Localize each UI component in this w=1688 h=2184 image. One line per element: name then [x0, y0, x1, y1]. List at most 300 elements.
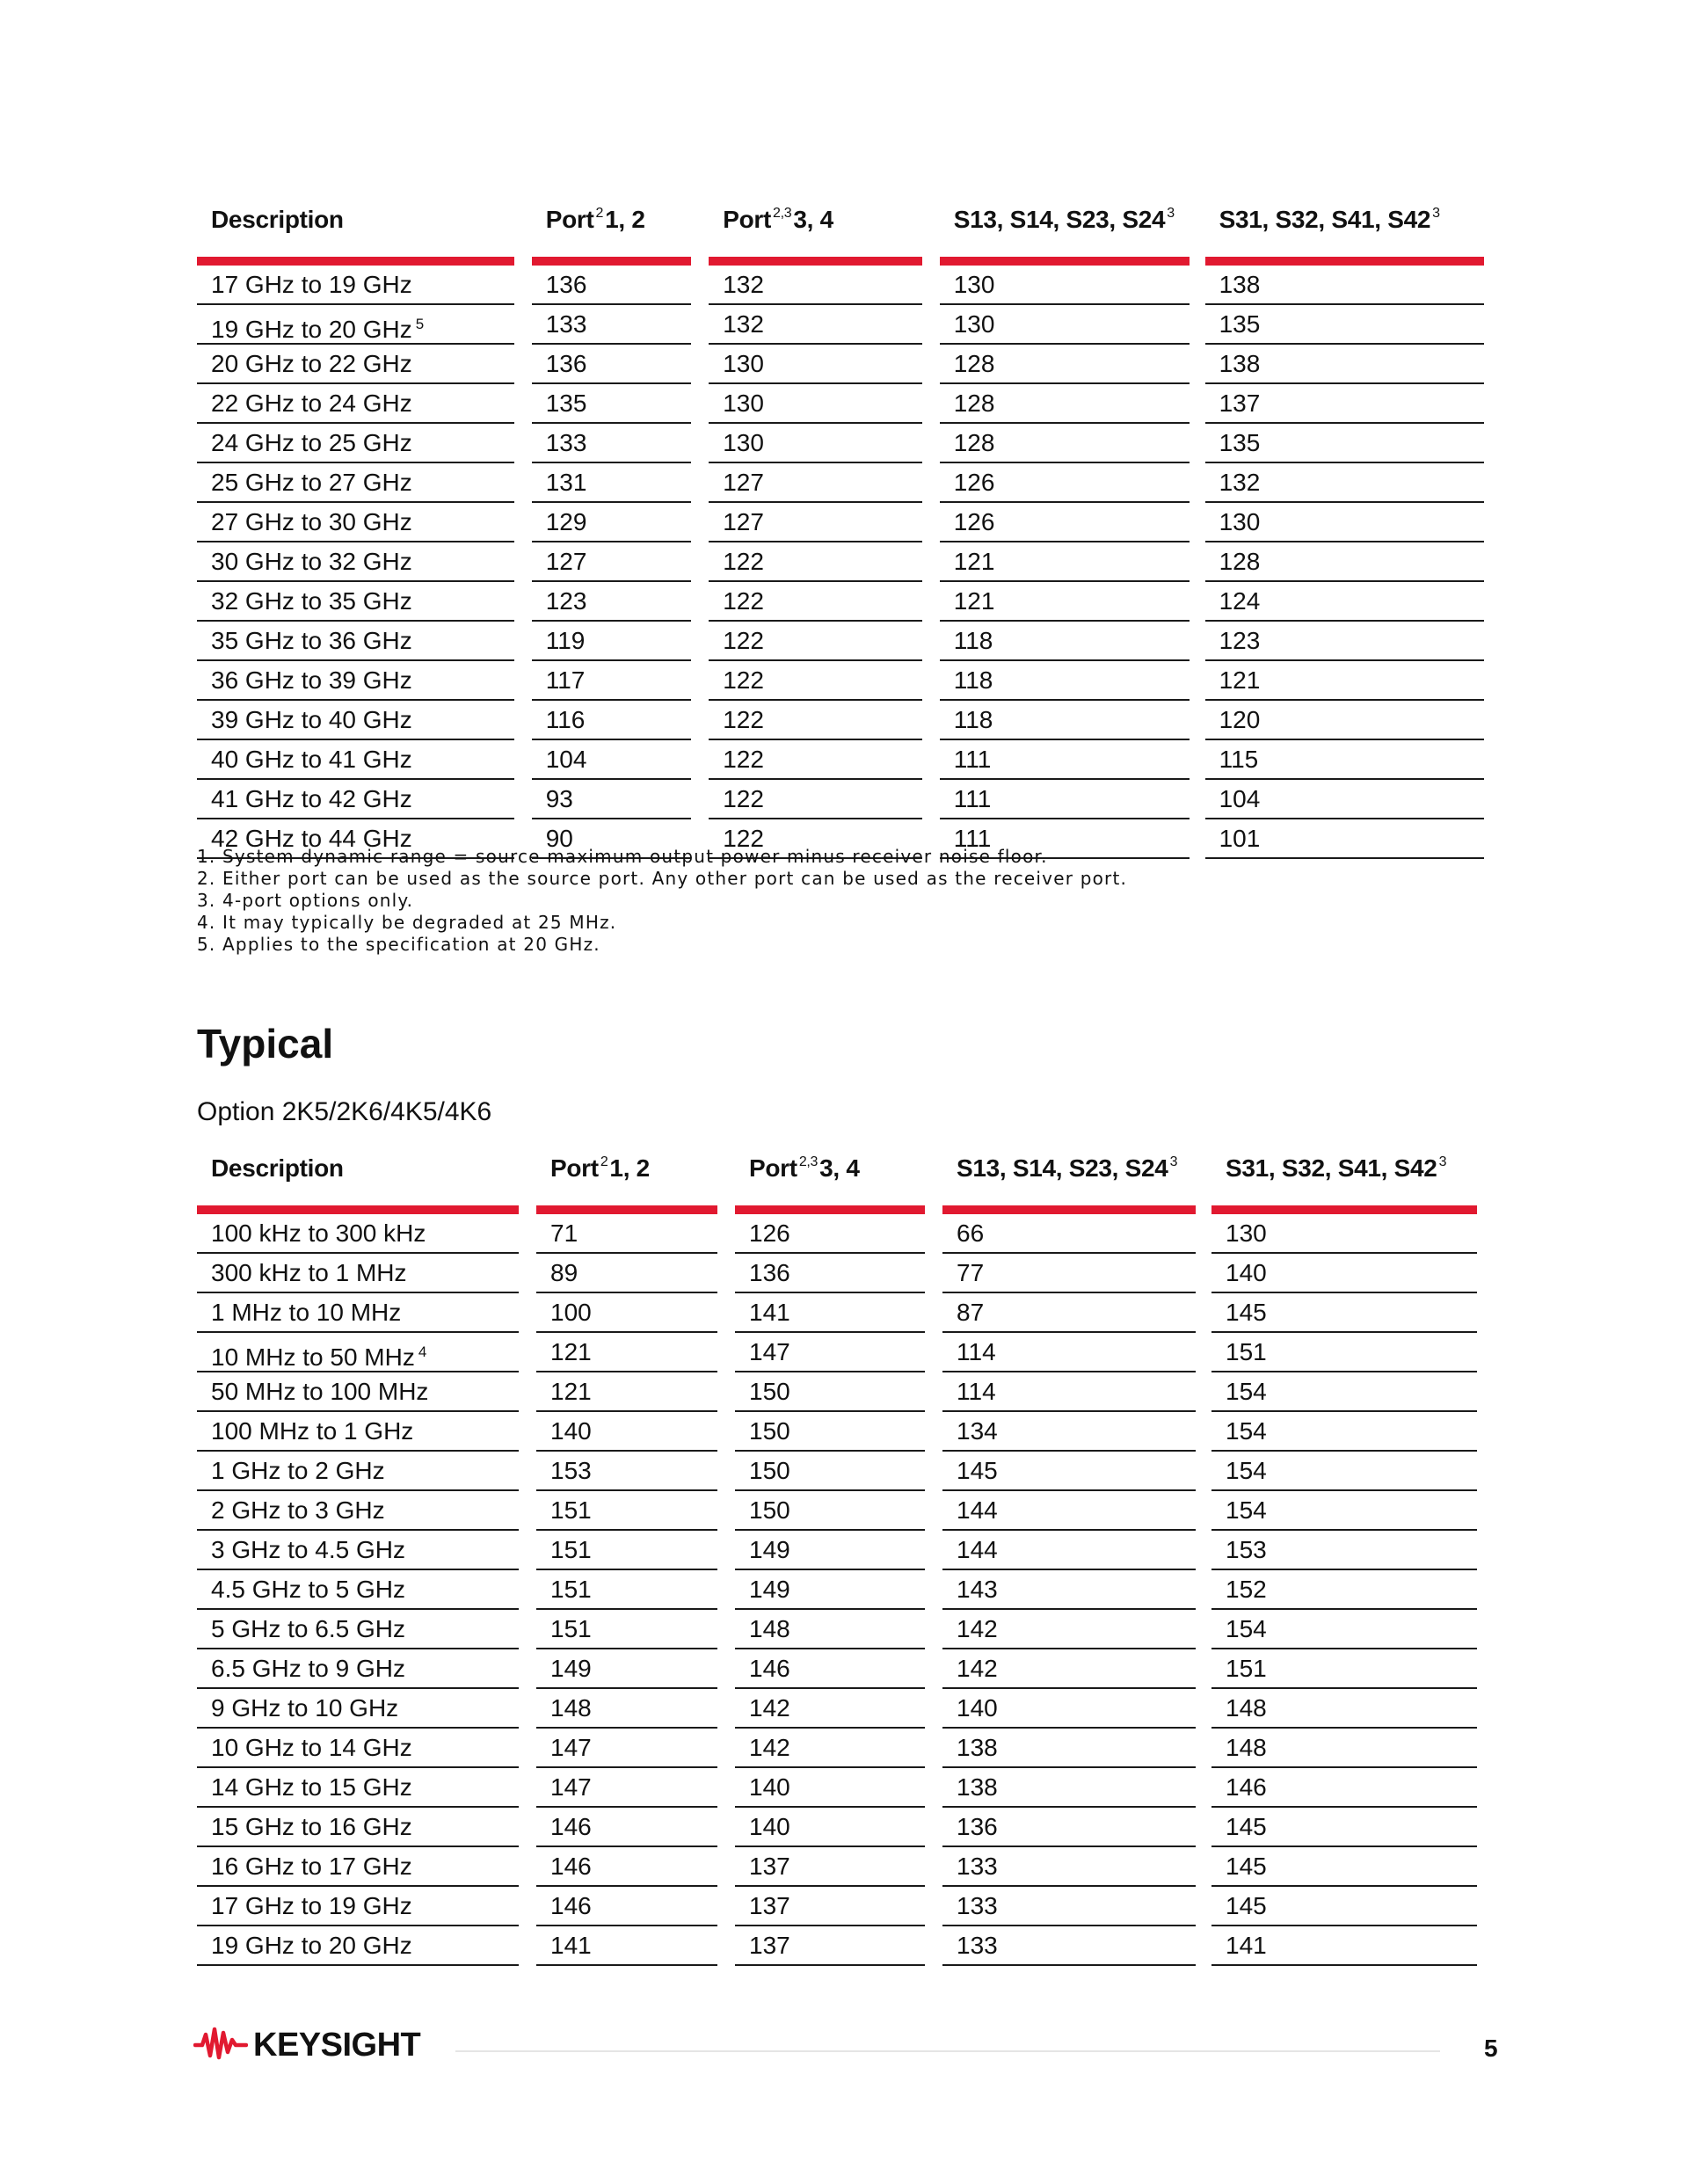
cell-port-1-2 — [532, 622, 691, 661]
cell-value: 2 GHz to 3 GHz — [211, 1496, 385, 1524]
cell-value: 121 — [1219, 666, 1261, 694]
cell-value: 100 MHz to 1 GHz — [211, 1417, 414, 1445]
cell-value: 104 — [1219, 785, 1261, 812]
cell-value: 3 GHz to 4.5 GHz — [211, 1536, 405, 1563]
cell-value: 148 — [550, 1694, 592, 1722]
cell-description — [197, 1531, 519, 1570]
cell-s31-s32-s41-s42 — [1211, 1649, 1477, 1689]
cell-value: 123 — [1219, 627, 1261, 654]
spec-table-1 — [197, 206, 1484, 859]
cell-description — [197, 305, 514, 345]
cell-s13-s14-s23-s24 — [942, 1768, 1196, 1808]
cell-value: 136 — [749, 1259, 790, 1286]
table-row — [197, 1333, 1484, 1372]
cell-value: 118 — [953, 706, 993, 733]
cell-port-1-2 — [532, 345, 691, 384]
cell-value: 300 kHz to 1 MHz — [211, 1259, 407, 1286]
footnote-5: 5. Applies to the specification at 20 GHz. — [197, 934, 600, 955]
cell-description — [197, 1372, 519, 1412]
table-row — [197, 1808, 1484, 1847]
header-label-suffix: 1, 2 — [605, 206, 645, 233]
cell-value: 141 — [749, 1299, 790, 1326]
column-header-s13-s14-s23-s24 — [940, 206, 1190, 234]
red-rule-segment — [532, 257, 691, 266]
cell-s13-s14-s23-s24 — [940, 661, 1190, 701]
cell-port-3-4 — [709, 740, 922, 780]
cell-value: 147 — [550, 1773, 592, 1801]
cell-description — [197, 1412, 519, 1452]
cell-s13-s14-s23-s24 — [942, 1412, 1196, 1452]
cell-port-1-2 — [536, 1610, 717, 1649]
page-number: 5 — [1484, 2035, 1498, 2062]
table-row — [197, 1254, 1484, 1293]
table-row — [197, 542, 1484, 582]
cell-value: 150 — [749, 1378, 790, 1405]
cell-value: 133 — [957, 1892, 998, 1919]
cell-port-1-2 — [536, 1333, 717, 1372]
column-header-port-3-4 — [709, 206, 922, 234]
cell-value: 148 — [1226, 1734, 1267, 1761]
cell-value: 16 GHz to 17 GHz — [211, 1853, 412, 1880]
table-row — [197, 463, 1484, 503]
cell-value: 150 — [749, 1496, 790, 1524]
cell-port-3-4 — [735, 1293, 925, 1333]
cell-value: 126 — [953, 508, 995, 535]
red-rule-segment — [197, 257, 514, 266]
cell-port-1-2 — [536, 1649, 717, 1689]
cell-value: 146 — [1226, 1773, 1267, 1801]
cell-value: 5 GHz to 6.5 GHz — [211, 1615, 405, 1642]
cell-port-1-2 — [532, 463, 691, 503]
cell-port-3-4 — [709, 780, 922, 819]
cell-value: 145 — [1226, 1813, 1267, 1840]
cell-s31-s32-s41-s42 — [1211, 1887, 1477, 1926]
cell-value: 130 — [723, 389, 764, 417]
cell-value: 138 — [957, 1734, 998, 1761]
cell-value: 126 — [749, 1219, 790, 1247]
cell-value: 130 — [723, 350, 764, 377]
cell-s13-s14-s23-s24 — [942, 1531, 1196, 1570]
cell-value: 122 — [723, 666, 764, 694]
cell-value: 146 — [550, 1892, 592, 1919]
cell-value: 133 — [957, 1853, 998, 1880]
cell-value: 90 — [545, 825, 573, 852]
cell-value: 140 — [1226, 1259, 1267, 1286]
cell-value: 137 — [749, 1853, 790, 1880]
cell-description — [197, 740, 514, 780]
cell-s13-s14-s23-s24 — [940, 542, 1190, 582]
cell-description — [197, 503, 514, 542]
cell-value: 130 — [953, 310, 995, 338]
cell-value: 143 — [957, 1576, 998, 1603]
cell-value: 131 — [545, 469, 587, 496]
cell-value: 15 GHz to 16 GHz — [211, 1813, 412, 1840]
cell-port-1-2 — [536, 1452, 717, 1491]
cell-value: 10 GHz to 14 GHz — [211, 1734, 412, 1761]
cell-s31-s32-s41-s42 — [1211, 1689, 1477, 1729]
cell-value: 141 — [550, 1932, 592, 1959]
table-row — [197, 622, 1484, 661]
cell-value: 32 GHz to 35 GHz — [211, 587, 412, 615]
cell-description — [197, 1926, 519, 1966]
cell-port-3-4 — [709, 661, 922, 701]
cell-port-1-2 — [536, 1293, 717, 1333]
column-header-s31-s32-s41-s42 — [1205, 206, 1484, 234]
cell-value: 152 — [1226, 1576, 1267, 1603]
footnote-4: 4. It may typically be degraded at 25 MHz. — [197, 912, 617, 933]
cell-value: 153 — [550, 1457, 592, 1484]
cell-value: 148 — [1226, 1694, 1267, 1722]
cell-s31-s32-s41-s42 — [1205, 701, 1484, 740]
cell-description — [197, 1214, 519, 1254]
table-body — [197, 1214, 1484, 1966]
cell-value: 119 — [545, 627, 586, 654]
cell-s13-s14-s23-s24 — [940, 384, 1190, 424]
header-label: S31, S32, S41, S42 — [1226, 1154, 1437, 1182]
cell-value: 145 — [957, 1457, 998, 1484]
cell-s31-s32-s41-s42 — [1211, 1293, 1477, 1333]
table-row — [197, 1847, 1484, 1887]
table-row — [197, 1214, 1484, 1254]
cell-description — [197, 1570, 519, 1610]
cell-value: 1 MHz to 10 MHz — [211, 1299, 402, 1326]
cell-value: 154 — [1226, 1496, 1267, 1524]
cell-port-1-2 — [536, 1531, 717, 1570]
cell-description — [197, 622, 514, 661]
table-row — [197, 305, 1484, 345]
cell-s31-s32-s41-s42 — [1211, 1768, 1477, 1808]
table-row — [197, 1491, 1484, 1531]
cell-s13-s14-s23-s24 — [942, 1570, 1196, 1610]
header-label-suffix: 3, 4 — [819, 1154, 860, 1182]
cell-value: 132 — [1219, 469, 1261, 496]
cell-value: 154 — [1226, 1615, 1267, 1642]
header-red-rule — [197, 257, 1484, 266]
cell-value: 130 — [953, 271, 995, 298]
cell-description — [197, 384, 514, 424]
table-row — [197, 1926, 1484, 1966]
cell-description — [197, 1768, 519, 1808]
cell-port-3-4 — [735, 1372, 925, 1412]
cell-port-1-2 — [536, 1887, 717, 1926]
cell-value: 151 — [550, 1576, 592, 1603]
cell-value: 111 — [953, 746, 992, 773]
cell-s31-s32-s41-s42 — [1211, 1452, 1477, 1491]
cell-value: 154 — [1226, 1417, 1267, 1445]
cell-s13-s14-s23-s24 — [942, 1452, 1196, 1491]
table-row — [197, 1293, 1484, 1333]
column-header-port-3-4 — [735, 1154, 925, 1183]
cell-value: 150 — [749, 1457, 790, 1484]
cell-value: 133 — [545, 429, 587, 456]
red-rule-segment — [735, 1205, 925, 1214]
cell-port-3-4 — [709, 542, 922, 582]
cell-port-3-4 — [709, 701, 922, 740]
cell-value: 115 — [1219, 746, 1259, 773]
cell-s13-s14-s23-s24 — [942, 1214, 1196, 1254]
cell-value: 122 — [723, 627, 764, 654]
cell-port-3-4 — [735, 1531, 925, 1570]
cell-value: 123 — [545, 587, 587, 615]
header-label: Description — [211, 1154, 344, 1182]
cell-port-1-2 — [532, 503, 691, 542]
cell-s31-s32-s41-s42 — [1205, 424, 1484, 463]
table-row — [197, 266, 1484, 305]
cell-value: 118 — [953, 666, 993, 694]
cell-value: 130 — [1226, 1219, 1267, 1247]
cell-value: 129 — [545, 508, 587, 535]
cell-port-3-4 — [735, 1570, 925, 1610]
cell-port-3-4 — [735, 1214, 925, 1254]
cell-port-3-4 — [735, 1412, 925, 1452]
cell-value: 127 — [723, 508, 764, 535]
cell-description — [197, 701, 514, 740]
cell-s31-s32-s41-s42 — [1205, 305, 1484, 345]
cell-s31-s32-s41-s42 — [1205, 582, 1484, 622]
cell-s13-s14-s23-s24 — [940, 582, 1190, 622]
red-rule-segment — [940, 257, 1190, 266]
table-row — [197, 1729, 1484, 1768]
footnote-1: 1. System dynamic range = source maximum output power minus receiver noise floor. — [197, 846, 1048, 867]
cell-description — [197, 345, 514, 384]
cell-value: 135 — [1219, 310, 1261, 338]
cell-description — [197, 1452, 519, 1491]
cell-s31-s32-s41-s42 — [1211, 1531, 1477, 1570]
cell-value: 138 — [1219, 271, 1261, 298]
cell-port-1-2 — [532, 740, 691, 780]
cell-description — [197, 1333, 519, 1372]
cell-description — [197, 661, 514, 701]
table-row — [197, 740, 1484, 780]
cell-value: 10 MHz to 50 MHz — [211, 1343, 415, 1371]
cell-description — [197, 780, 514, 819]
cell-value: 114 — [957, 1338, 996, 1365]
cell-value: 4.5 GHz to 5 GHz — [211, 1576, 405, 1603]
table-header-row — [197, 1154, 1484, 1205]
cell-value: 136 — [545, 350, 587, 377]
cell-s13-s14-s23-s24 — [942, 1649, 1196, 1689]
cell-value: 101 — [1219, 825, 1261, 852]
column-header-port-1-2 — [532, 206, 691, 234]
cell-s13-s14-s23-s24 — [940, 424, 1190, 463]
table-row — [197, 1610, 1484, 1649]
cell-s31-s32-s41-s42 — [1205, 503, 1484, 542]
cell-value: 149 — [749, 1536, 790, 1563]
cell-s31-s32-s41-s42 — [1211, 1412, 1477, 1452]
cell-value: 77 — [957, 1259, 985, 1286]
cell-s13-s14-s23-s24 — [940, 780, 1190, 819]
cell-s31-s32-s41-s42 — [1205, 661, 1484, 701]
red-rule-segment — [536, 1205, 717, 1214]
cell-port-3-4 — [735, 1887, 925, 1926]
table-row — [197, 1531, 1484, 1570]
cell-value: 149 — [749, 1576, 790, 1603]
section-title: Typical — [197, 1021, 334, 1067]
cell-value: 24 GHz to 25 GHz — [211, 429, 412, 456]
cell-value: 122 — [723, 706, 764, 733]
cell-value: 66 — [957, 1219, 985, 1247]
cell-s31-s32-s41-s42 — [1211, 1372, 1477, 1412]
cell-value: 1 GHz to 2 GHz — [211, 1457, 385, 1484]
cell-port-1-2 — [532, 780, 691, 819]
cell-value: 132 — [723, 271, 764, 298]
cell-s13-s14-s23-s24 — [942, 1887, 1196, 1926]
cell-value: 147 — [550, 1734, 592, 1761]
cell-s31-s32-s41-s42 — [1211, 1729, 1477, 1768]
cell-value: 17 GHz to 19 GHz — [211, 1892, 412, 1919]
cell-value: 122 — [723, 746, 764, 773]
cell-description — [197, 1729, 519, 1768]
column-header-description — [197, 1154, 519, 1183]
cell-description — [197, 542, 514, 582]
cell-s31-s32-s41-s42 — [1205, 740, 1484, 780]
table-row — [197, 661, 1484, 701]
cell-value: 142 — [749, 1694, 790, 1722]
header-footnote-ref: 3 — [1438, 1154, 1447, 1169]
cell-value: 122 — [723, 785, 764, 812]
cell-value: 149 — [550, 1655, 592, 1682]
cell-value: 122 — [723, 825, 764, 852]
footnotes — [197, 846, 1127, 956]
cell-value: 135 — [545, 389, 587, 417]
cell-value: 36 GHz to 39 GHz — [211, 666, 412, 694]
cell-port-3-4 — [735, 1333, 925, 1372]
cell-value: 120 — [1219, 706, 1261, 733]
cell-value: 19 GHz to 20 GHz — [211, 1932, 412, 1959]
cell-description — [197, 1293, 519, 1333]
cell-value: 130 — [1219, 508, 1261, 535]
header-footnote-ref: 3 — [1432, 206, 1440, 221]
cell-s31-s32-s41-s42 — [1211, 1610, 1477, 1649]
cell-value: 20 GHz to 22 GHz — [211, 350, 412, 377]
cell-value: 22 GHz to 24 GHz — [211, 389, 412, 417]
cell-s31-s32-s41-s42 — [1205, 384, 1484, 424]
cell-port-1-2 — [532, 305, 691, 345]
cell-value: 148 — [749, 1615, 790, 1642]
cell-value: 118 — [953, 627, 993, 654]
cell-s31-s32-s41-s42 — [1211, 1926, 1477, 1966]
cell-port-1-2 — [536, 1768, 717, 1808]
brand-wordmark: KEYSIGHT — [253, 2027, 421, 2064]
cell-s13-s14-s23-s24 — [942, 1689, 1196, 1729]
cell-description — [197, 424, 514, 463]
cell-port-3-4 — [735, 1610, 925, 1649]
cell-port-3-4 — [709, 266, 922, 305]
cell-value: 121 — [550, 1338, 592, 1365]
cell-value: 154 — [1226, 1457, 1267, 1484]
table-row — [197, 503, 1484, 542]
cell-value: 122 — [723, 587, 764, 615]
cell-value: 151 — [1226, 1655, 1267, 1682]
table-row — [197, 345, 1484, 384]
cell-value: 146 — [550, 1813, 592, 1840]
column-header-s13-s14-s23-s24 — [942, 1154, 1196, 1183]
cell-s13-s14-s23-s24 — [942, 1808, 1196, 1847]
cell-s31-s32-s41-s42 — [1205, 266, 1484, 305]
cell-value: 89 — [550, 1259, 578, 1286]
cell-value: 134 — [957, 1417, 998, 1445]
red-rule-segment — [197, 1205, 519, 1214]
cell-port-3-4 — [735, 1689, 925, 1729]
cell-value: 144 — [957, 1496, 998, 1524]
cell-value: 150 — [749, 1417, 790, 1445]
cell-value: 145 — [1226, 1853, 1267, 1880]
cell-value: 17 GHz to 19 GHz — [211, 271, 412, 298]
cell-port-1-2 — [536, 1372, 717, 1412]
table-row — [197, 780, 1484, 819]
cell-value: 132 — [723, 310, 764, 338]
table-header-row — [197, 206, 1484, 257]
header-label: Port — [749, 1154, 797, 1182]
cell-value: 50 MHz to 100 MHz — [211, 1378, 429, 1405]
cell-s13-s14-s23-s24 — [942, 1926, 1196, 1966]
cell-description — [197, 266, 514, 305]
cell-value: 71 — [550, 1219, 578, 1247]
cell-value: 111 — [953, 825, 992, 852]
header-footnote-ref: 2,3 — [798, 1154, 819, 1169]
cell-s31-s32-s41-s42 — [1205, 622, 1484, 661]
cell-s31-s32-s41-s42 — [1211, 1333, 1477, 1372]
cell-value: 100 kHz to 300 kHz — [211, 1219, 426, 1247]
cell-description — [197, 1649, 519, 1689]
cell-port-3-4 — [709, 503, 922, 542]
header-label: S31, S32, S41, S42 — [1219, 206, 1431, 233]
header-footnote-ref: 3 — [1169, 1154, 1178, 1169]
cell-port-1-2 — [536, 1847, 717, 1887]
cell-value: 138 — [957, 1773, 998, 1801]
cell-value: 147 — [749, 1338, 790, 1365]
cell-port-1-2 — [536, 1214, 717, 1254]
cell-value: 128 — [953, 429, 995, 456]
cell-s31-s32-s41-s42 — [1211, 1491, 1477, 1531]
table-row — [197, 1412, 1484, 1452]
cell-s31-s32-s41-s42 — [1211, 1214, 1477, 1254]
cell-port-1-2 — [536, 1254, 717, 1293]
cell-description — [197, 1808, 519, 1847]
cell-description — [197, 582, 514, 622]
cell-value: 140 — [749, 1813, 790, 1840]
header-label-suffix: 3, 4 — [793, 206, 833, 233]
cell-port-3-4 — [735, 1491, 925, 1531]
cell-port-3-4 — [735, 1254, 925, 1293]
cell-port-3-4 — [735, 1926, 925, 1966]
cell-value: 30 GHz to 32 GHz — [211, 548, 412, 575]
cell-s13-s14-s23-s24 — [942, 1610, 1196, 1649]
keysight-logo — [193, 2024, 420, 2067]
cell-s13-s14-s23-s24 — [942, 1491, 1196, 1531]
footnote-ref: 5 — [415, 316, 425, 332]
cell-port-3-4 — [709, 582, 922, 622]
cell-port-1-2 — [532, 582, 691, 622]
cell-s13-s14-s23-s24 — [942, 1729, 1196, 1768]
cell-port-3-4 — [735, 1649, 925, 1689]
cell-value: 40 GHz to 41 GHz — [211, 746, 412, 773]
cell-s31-s32-s41-s42 — [1205, 780, 1484, 819]
cell-value: 135 — [1219, 429, 1261, 456]
cell-s13-s14-s23-s24 — [942, 1254, 1196, 1293]
cell-s31-s32-s41-s42 — [1211, 1254, 1477, 1293]
red-rule-segment — [1205, 257, 1484, 266]
cell-value: 133 — [957, 1932, 998, 1959]
header-footnote-ref: 3 — [1167, 206, 1175, 221]
cell-s31-s32-s41-s42 — [1205, 463, 1484, 503]
table-row — [197, 424, 1484, 463]
column-header-description — [197, 206, 514, 234]
cell-port-1-2 — [532, 701, 691, 740]
cell-value: 154 — [1226, 1378, 1267, 1405]
table-row — [197, 1452, 1484, 1491]
cell-value: 128 — [1219, 548, 1261, 575]
